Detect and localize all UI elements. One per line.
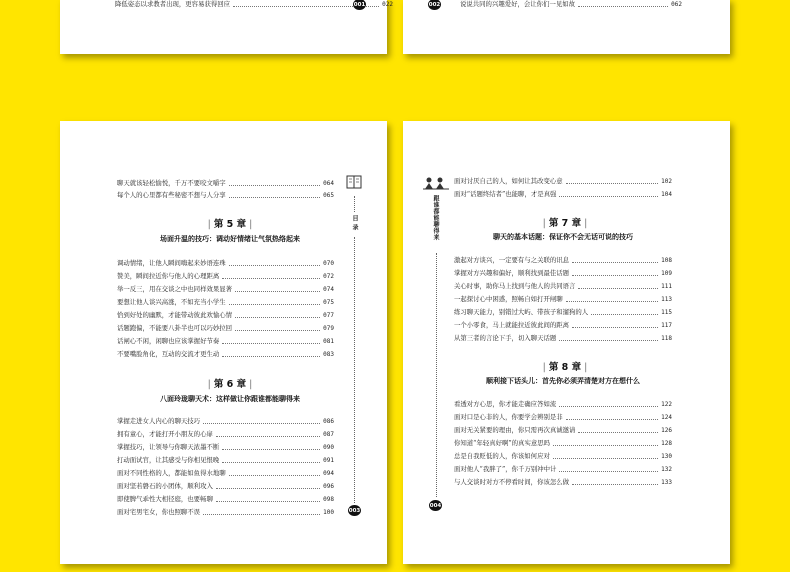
toc-entry-page: 094 bbox=[323, 470, 334, 477]
toc-entry[interactable] bbox=[117, 350, 334, 359]
toc-entry[interactable] bbox=[117, 456, 334, 465]
toc-entry-title: 练习聊天能力，别错过大屿、带孩子和遛狗的人 bbox=[454, 308, 589, 316]
toc-leader-dots bbox=[559, 406, 658, 407]
toc-entry-page: 128 bbox=[661, 440, 672, 447]
toc-entry[interactable] bbox=[117, 495, 334, 504]
toc-leader-dots bbox=[203, 423, 320, 424]
toc-entry[interactable] bbox=[454, 439, 672, 448]
toc-entry[interactable] bbox=[117, 469, 334, 478]
toc-entry-page: 091 bbox=[323, 457, 334, 464]
right-toc-page bbox=[403, 121, 730, 564]
toc-entry[interactable] bbox=[117, 482, 334, 491]
chapter-6-subtitle: 八面玲珑聊天术：这样做让你跟谁都能聊得来 bbox=[160, 395, 300, 403]
toc-entry-page: 079 bbox=[323, 325, 334, 332]
toc-entry-title: 一起探讨心中困惑，照畅自如打开闸聊 bbox=[454, 295, 563, 303]
toc-entry-title: 每个人的心里都有些秘密不想与人分享 bbox=[117, 191, 226, 199]
toc-leader-dots bbox=[591, 314, 658, 315]
toc-entry-page: 100 bbox=[323, 509, 334, 516]
toc-entry[interactable] bbox=[454, 478, 672, 487]
toc-entry-title: 面对他人“我胖了”，你千万别冲中计 bbox=[454, 465, 557, 473]
toc-entry-title: 降低姿态以求教者出现，更容易获得回应 bbox=[115, 0, 231, 8]
top-left-page bbox=[60, 0, 393, 54]
toc-entry-page: 104 bbox=[661, 191, 672, 198]
toc-entry-page: 086 bbox=[323, 418, 334, 425]
toc-entry-page: 109 bbox=[661, 270, 672, 277]
chapter-8-subtitle: 顺利接下话头儿：首先你必须弄清楚对方在想什么 bbox=[486, 377, 640, 385]
toc-entry-page: 077 bbox=[323, 312, 334, 319]
toc-leader-dots bbox=[203, 514, 320, 515]
toc-entry-page: 117 bbox=[661, 322, 672, 329]
toc-entry[interactable] bbox=[454, 282, 672, 291]
toc-entry-page: 126 bbox=[661, 427, 672, 434]
toc-leader-dots bbox=[559, 340, 658, 341]
toc-entry-title: 面对“话题终结者”也能聊，才是真强 bbox=[454, 190, 557, 198]
chapter-6-heading: | 第 6 章 | bbox=[207, 379, 253, 390]
toc-entry-page: 122 bbox=[661, 401, 672, 408]
page-number: 004 bbox=[429, 500, 442, 511]
toc-entry-title: 掌握技巧，让领导与你聊天浓墨不断 bbox=[117, 443, 220, 451]
toc-entry-title: 面对讨厌自己的人，如何让其改变心意 bbox=[454, 177, 563, 185]
book-illustration-icon bbox=[343, 174, 365, 192]
toc-entry-title: 即使脾气乖性大相径庭，也要畅聊 bbox=[117, 495, 213, 503]
toc-entry-page: 115 bbox=[661, 309, 672, 316]
left-toc-page bbox=[60, 121, 387, 564]
toc-leader-dots bbox=[578, 288, 658, 289]
toc-leader-dots bbox=[222, 356, 320, 357]
toc-entry-page: 022 bbox=[382, 1, 393, 8]
toc-leader-dots bbox=[229, 265, 321, 266]
toc-entry[interactable] bbox=[117, 179, 334, 188]
toc-leader-dots bbox=[216, 501, 320, 502]
toc-entry-page: 075 bbox=[323, 299, 334, 306]
toc-entry[interactable] bbox=[454, 452, 672, 461]
toc-leader-dots bbox=[229, 475, 321, 476]
page-number: 001 bbox=[353, 0, 366, 10]
top-right-page bbox=[403, 0, 730, 54]
toc-entry-page: 133 bbox=[661, 479, 672, 486]
toc-entry-title: 拥有童心，才能打开小朋友的心扉 bbox=[117, 430, 213, 438]
toc-entry-title: 一个小零食，马上就能拉近彼此间的距离 bbox=[454, 321, 570, 329]
toc-leader-dots bbox=[566, 183, 659, 184]
toc-entry-page: 062 bbox=[671, 1, 682, 8]
toc-entry[interactable] bbox=[117, 508, 334, 517]
toc-entry-title: 不要嘴脸角化，互动的交流才更生动 bbox=[117, 350, 220, 358]
toc-entry[interactable] bbox=[117, 259, 334, 268]
toc-entry-page: 118 bbox=[661, 335, 672, 342]
toc-entry-page: 081 bbox=[323, 338, 334, 345]
chapter-7-heading: | 第 7 章 | bbox=[542, 218, 588, 229]
toc-entry-title: 掌握走进女人内心的聊天技巧 bbox=[117, 417, 201, 425]
toc-leader-dots bbox=[235, 291, 320, 292]
toc-entry-title: 面对无关紧要的理由，你只需再次真诚邀请 bbox=[454, 426, 576, 434]
toc-leader-dots bbox=[566, 301, 659, 302]
toc-entry-title: 面对宅男宅女，你也照聊不误 bbox=[117, 508, 201, 516]
toc-entry-title: 调动情绪，让他人瞬间嗨起来妙语连珠 bbox=[117, 259, 226, 267]
toc-entry-page: 132 bbox=[661, 466, 672, 473]
toc-entry-title: 话闸心不闲，闲聊也应该掌握好节奏 bbox=[117, 337, 220, 345]
toc-entry[interactable] bbox=[117, 417, 334, 426]
chapter-7-subtitle: 聊天的基本话题：保证你不会无话可说的技巧 bbox=[493, 233, 633, 241]
toc-leader-dots bbox=[222, 343, 320, 344]
toc-entry[interactable] bbox=[454, 413, 672, 422]
toc-entry-page: 083 bbox=[323, 351, 334, 358]
toc-leader-dots bbox=[229, 185, 321, 186]
toc-entry-title: 恰到好处的幽默，才能带动彼此欢愉心情 bbox=[117, 311, 233, 319]
toc-leader-dots bbox=[572, 262, 658, 263]
toc-entry-page: 064 bbox=[323, 180, 334, 187]
toc-leader-dots bbox=[216, 488, 320, 489]
toc-entry-title: 面对口是心非的人，你要学会辨别是非 bbox=[454, 413, 563, 421]
toc-entry[interactable] bbox=[460, 0, 682, 9]
toc-entry-title: 从第三者的言论下手，切入聊天话题 bbox=[454, 334, 557, 342]
toc-entry[interactable] bbox=[454, 177, 672, 186]
side-label: 跟谁都能聊得来 bbox=[432, 195, 439, 241]
toc-entry-title: 总是自我贬低的人，你该如何应对 bbox=[454, 452, 550, 460]
chapter-8-heading: | 第 8 章 | bbox=[542, 362, 588, 373]
toc-entry-page: 074 bbox=[323, 286, 334, 293]
toc-leader-dots bbox=[578, 432, 658, 433]
toc-entry-title: 你知道“年轻真好啊”的真实意思吗 bbox=[454, 439, 551, 447]
toc-entry[interactable] bbox=[454, 426, 672, 435]
toc-entry-page: 124 bbox=[661, 414, 672, 421]
toc-entry-title: 话题跑偏，不能要八卦半也可以巧妙拉回 bbox=[117, 324, 233, 332]
toc-entry[interactable] bbox=[117, 324, 334, 333]
toc-leader-dots bbox=[566, 419, 659, 420]
toc-entry-title: 掌握对方兴趣和偏好，顺利找到最佳话题 bbox=[454, 269, 570, 277]
toc-entry-title: 面对坚若磐石的小团体，顺利攻入 bbox=[117, 482, 213, 490]
toc-entry-title: 看透对方心思，你才能走确应答如流 bbox=[454, 400, 557, 408]
toc-entry-page: 130 bbox=[661, 453, 672, 460]
toc-leader-dots bbox=[229, 197, 321, 198]
toc-entry[interactable] bbox=[117, 285, 334, 294]
toc-entry[interactable] bbox=[454, 400, 672, 409]
toc-entry-title: 关心时事，助你马上找到与他人的共同语言 bbox=[454, 282, 576, 290]
side-label: 目 录 bbox=[351, 215, 358, 231]
toc-leader-dots bbox=[559, 471, 658, 472]
toc-entry-page: 072 bbox=[323, 273, 334, 280]
side-dotted-line bbox=[354, 237, 355, 503]
toc-leader-dots bbox=[229, 304, 321, 305]
toc-entry[interactable] bbox=[454, 269, 672, 278]
toc-entry[interactable] bbox=[454, 334, 672, 343]
toc-entry-page: 098 bbox=[323, 496, 334, 503]
toc-entry[interactable] bbox=[117, 298, 334, 307]
toc-entry[interactable] bbox=[454, 321, 672, 330]
toc-entry-title: 举一反三，用在交谈之中也同样效果显著 bbox=[117, 285, 233, 293]
toc-entry-page: 065 bbox=[323, 192, 334, 199]
toc-entry-title: 说说共同的兴趣爱好，会让你们一见如故 bbox=[460, 0, 576, 8]
toc-entry-title: 与人交谈时对方不停看时间，你该怎么做 bbox=[454, 478, 570, 486]
page-number: 003 bbox=[348, 505, 361, 516]
toc-entry-title: 激起对方谈兴，一定要有与之关联的讯息 bbox=[454, 256, 570, 264]
toc-leader-dots bbox=[222, 278, 320, 279]
toc-leader-dots bbox=[572, 327, 658, 328]
toc-entry-title: 打动面试官，让其感受与你相见恨晚 bbox=[117, 456, 220, 464]
toc-leader-dots bbox=[572, 275, 658, 276]
toc-entry[interactable] bbox=[454, 465, 672, 474]
side-dotted-line bbox=[436, 253, 437, 497]
page-number: 002 bbox=[428, 0, 441, 10]
toc-entry[interactable] bbox=[117, 443, 334, 452]
toc-entry[interactable] bbox=[454, 256, 672, 265]
toc-entry-page: 113 bbox=[661, 296, 672, 303]
chapter-5-heading: | 第 5 章 | bbox=[207, 219, 253, 230]
toc-leader-dots bbox=[553, 458, 658, 459]
toc-entry[interactable] bbox=[454, 190, 672, 199]
toc-entry-page: 090 bbox=[323, 444, 334, 451]
people-illustration-icon bbox=[423, 176, 449, 190]
toc-entry-page: 111 bbox=[661, 283, 672, 290]
toc-leader-dots bbox=[222, 462, 320, 463]
toc-leader-dots bbox=[222, 449, 320, 450]
toc-leader-dots bbox=[578, 6, 668, 7]
toc-leader-dots bbox=[572, 484, 658, 485]
toc-entry[interactable] bbox=[117, 191, 334, 200]
toc-entry-page: 087 bbox=[323, 431, 334, 438]
toc-entry-title: 赞美，瞬间拉近你与他人的心理距离 bbox=[117, 272, 220, 280]
toc-leader-dots bbox=[559, 196, 658, 197]
toc-entry-page: 070 bbox=[323, 260, 334, 267]
toc-entry-title: 面对不同性格的人，都能如鱼得水地聊 bbox=[117, 469, 226, 477]
toc-entry[interactable] bbox=[454, 295, 672, 304]
toc-leader-dots bbox=[235, 317, 320, 318]
toc-entry-page: 096 bbox=[323, 483, 334, 490]
toc-entry-title: 要想让他人谈兴高涨，不如充当小学生 bbox=[117, 298, 226, 306]
toc-entry-title: 聊天就该轻松愉悦，千万不要咬文嚼字 bbox=[117, 179, 226, 187]
toc-entry[interactable] bbox=[117, 430, 334, 439]
chapter-5-subtitle: 场面升温的技巧：调动好情绪让气氛热络起来 bbox=[160, 235, 300, 243]
toc-entry[interactable] bbox=[117, 272, 334, 281]
toc-leader-dots bbox=[216, 436, 320, 437]
toc-entry-page: 108 bbox=[661, 257, 672, 264]
toc-entry[interactable] bbox=[117, 337, 334, 346]
toc-leader-dots bbox=[235, 330, 320, 331]
toc-leader-dots bbox=[553, 445, 658, 446]
toc-entry-page: 102 bbox=[661, 178, 672, 185]
side-dotted-line bbox=[354, 196, 355, 212]
toc-entry[interactable] bbox=[117, 311, 334, 320]
toc-entry[interactable] bbox=[454, 308, 672, 317]
toc-entry[interactable] bbox=[115, 0, 393, 9]
